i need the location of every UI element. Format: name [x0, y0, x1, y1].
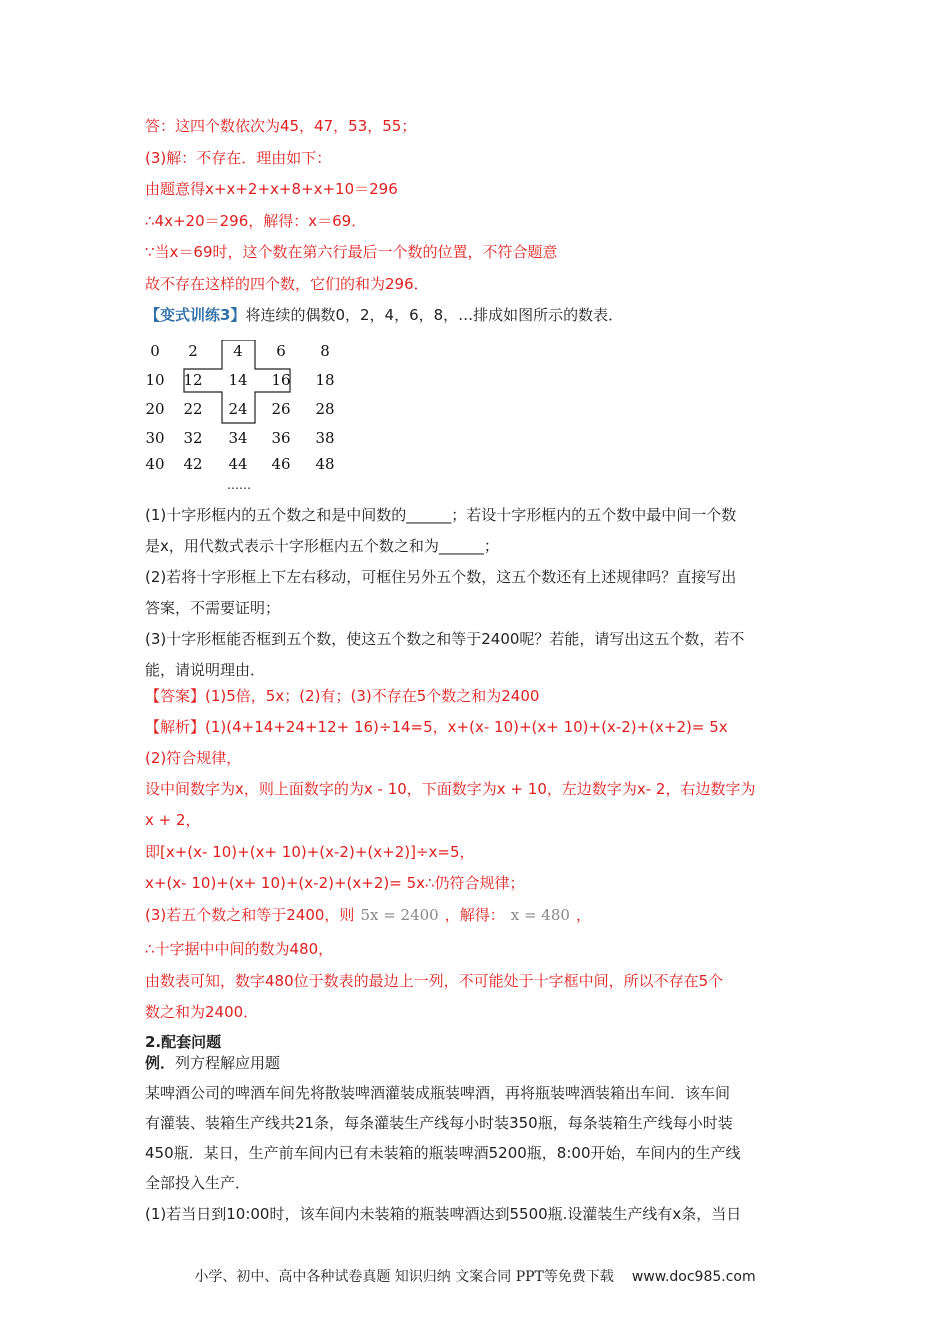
- explanation-line-10: 数之和为2400．: [145, 1003, 259, 1021]
- table-cell: 20: [145, 400, 165, 418]
- q1-line-a: (1)十字形框内的五个数之和是中间数的______；若设十字形框内的五个数中最中间一个数: [145, 506, 737, 524]
- math-x-480: x = 480: [510, 906, 570, 924]
- table-cell: 16: [271, 371, 291, 389]
- sec3-title: (3)解：不存在．理由如下：: [145, 149, 332, 167]
- problem-line-4: 全部投入生产．: [145, 1174, 251, 1192]
- example-heading: [145, 1053, 280, 1073]
- explanation-text: (1)(4+14+24+12+ 16)÷14=5，x+(x- 10)+(x+ 10)+(x-2)+(x+2)= 5x: [205, 718, 728, 736]
- q1-line-b: 是x，用代数式表示十字形框内五个数之和为______；: [145, 537, 499, 555]
- table-cell: 48: [315, 455, 335, 473]
- table-cell: 4: [233, 342, 243, 360]
- table-cell: 44: [228, 455, 248, 473]
- sec3-eq-expr: x+x+2+x+8+x+10＝296: [205, 180, 398, 198]
- problem-line-1: 某啤酒公司的啤酒车间先将散装啤酒灌装成瓶装啤酒，再将瓶装啤酒装箱出车间．该车间: [145, 1084, 731, 1102]
- answer-text: (1)5倍，5x；(2)有；(3)不存在5个数之和为2400: [205, 687, 540, 705]
- page-footer: [0, 1266, 950, 1286]
- q3-line-b: 能，请说明理由．: [145, 661, 266, 679]
- sec3-reason: ∵当x＝69时，这个数在第六行最后一个数的位置，不符合题意: [145, 243, 558, 261]
- variant-text: 将连续的偶数0，2，4，6，8，…排成如图所示的数表．: [245, 306, 624, 324]
- explanation-line-5: 即[x+(x- 10)+(x+ 10)+(x-2)+(x+2)]÷x=5，: [145, 843, 475, 861]
- table-cell: 42: [183, 455, 203, 473]
- table-cell: 36: [271, 429, 291, 447]
- q2-line-a: (2)若将十字形框上下左右移动，可框住另外五个数，这五个数还有上述规律吗？直接写出: [145, 568, 737, 586]
- table-cell: 12: [183, 371, 203, 389]
- table-ellipsis: ……: [227, 478, 251, 492]
- table-cell: 14: [228, 371, 248, 389]
- prev-answer: 答：这四个数依次为45，47，53，55；: [145, 117, 417, 135]
- table-cell: 10: [145, 371, 165, 389]
- sec3-solve: ∴4x+20＝296，解得：x＝69．: [145, 212, 367, 230]
- table-cell: 46: [271, 455, 291, 473]
- table-cell: 30: [145, 429, 165, 447]
- math-5x-2400: 5x = 2400: [360, 906, 439, 924]
- explanation-line-1: [145, 717, 728, 737]
- table-cell: 38: [315, 429, 335, 447]
- table-cell: 34: [228, 429, 248, 447]
- table-cell: 24: [228, 400, 248, 418]
- table-cell: 26: [271, 400, 291, 418]
- table-cell: 18: [315, 371, 335, 389]
- table-cell: 0: [150, 342, 160, 360]
- explanation-line-7: (3)若五个数之和等于2400，则 5x = 2400 ，解得： x = 480 ，: [145, 906, 591, 924]
- table-cell: 2: [188, 342, 198, 360]
- variant-label: 【变式训练3】: [145, 306, 246, 324]
- table-cell: 40: [145, 455, 165, 473]
- table-cell: 6: [276, 342, 286, 360]
- explanation-line-2: (2)符合规律，: [145, 749, 242, 767]
- sec3-equation: 由题意得x+x+2+x+8+x+10＝296: [145, 180, 398, 198]
- explanation-line-3: 设中间数字为x，则上面数字的为x - 10，下面数字为x + 10，左边数字为x- 2，右边数字为: [145, 780, 756, 798]
- footer-text: 小学、初中、高中各种试卷真题 知识归纳 文案合同 PPT等免费下载: [194, 1269, 614, 1285]
- table-cell: 22: [183, 400, 203, 418]
- q3-line-a: (3)十字形框能否框到五个数，使这五个数之和等于2400呢？若能，请写出这五个数，若不: [145, 630, 745, 648]
- example-title: 列方程解应用题: [175, 1054, 281, 1072]
- q2-line-b: 答案，不需要证明；: [145, 599, 281, 617]
- explanation-label: 【解析】: [145, 718, 206, 736]
- even-number-table: [140, 340, 350, 495]
- answer-label: 【答案】: [145, 687, 206, 705]
- footer-url[interactable]: www.doc985.com: [631, 1269, 756, 1285]
- example-label: 例．: [145, 1054, 176, 1072]
- table-cell: 8: [320, 342, 330, 360]
- variant-heading: [145, 305, 623, 325]
- explanation-line-8: ∴十字据中中间的数为480，: [145, 940, 334, 958]
- explanation-line-4: x + 2，: [145, 811, 201, 829]
- table-cell: 32: [183, 429, 203, 447]
- problem-line-3: 450瓶．某日，生产前车间内已有未装箱的瓶装啤酒5200瓶，8:00开始，车间内的生产线: [145, 1144, 741, 1162]
- explanation-line-6: x+(x- 10)+(x+ 10)+(x-2)+(x+2)= 5x∴仍符合规律；: [145, 874, 525, 892]
- sec3-conclusion: 故不存在这样的四个数，它们的和为296．: [145, 275, 429, 293]
- table-cell: 28: [315, 400, 335, 418]
- explanation-line-9: 由数表可知，数字480位于数表的最边上一列，不可能处于十字框中间，所以不存在5个: [145, 972, 724, 990]
- answer-line: [145, 686, 539, 706]
- problem-line-5: (1)若当日到10:00时，该车间内未装箱的瓶装啤酒达到5500瓶.设灌装生产线有x条，当日: [145, 1205, 742, 1223]
- section-2-title: 2.配套问题: [145, 1033, 222, 1051]
- problem-line-2: 有灌装、装箱生产线共21条，每条灌装生产线每小时装350瓶，每条装箱生产线每小时装: [145, 1114, 733, 1132]
